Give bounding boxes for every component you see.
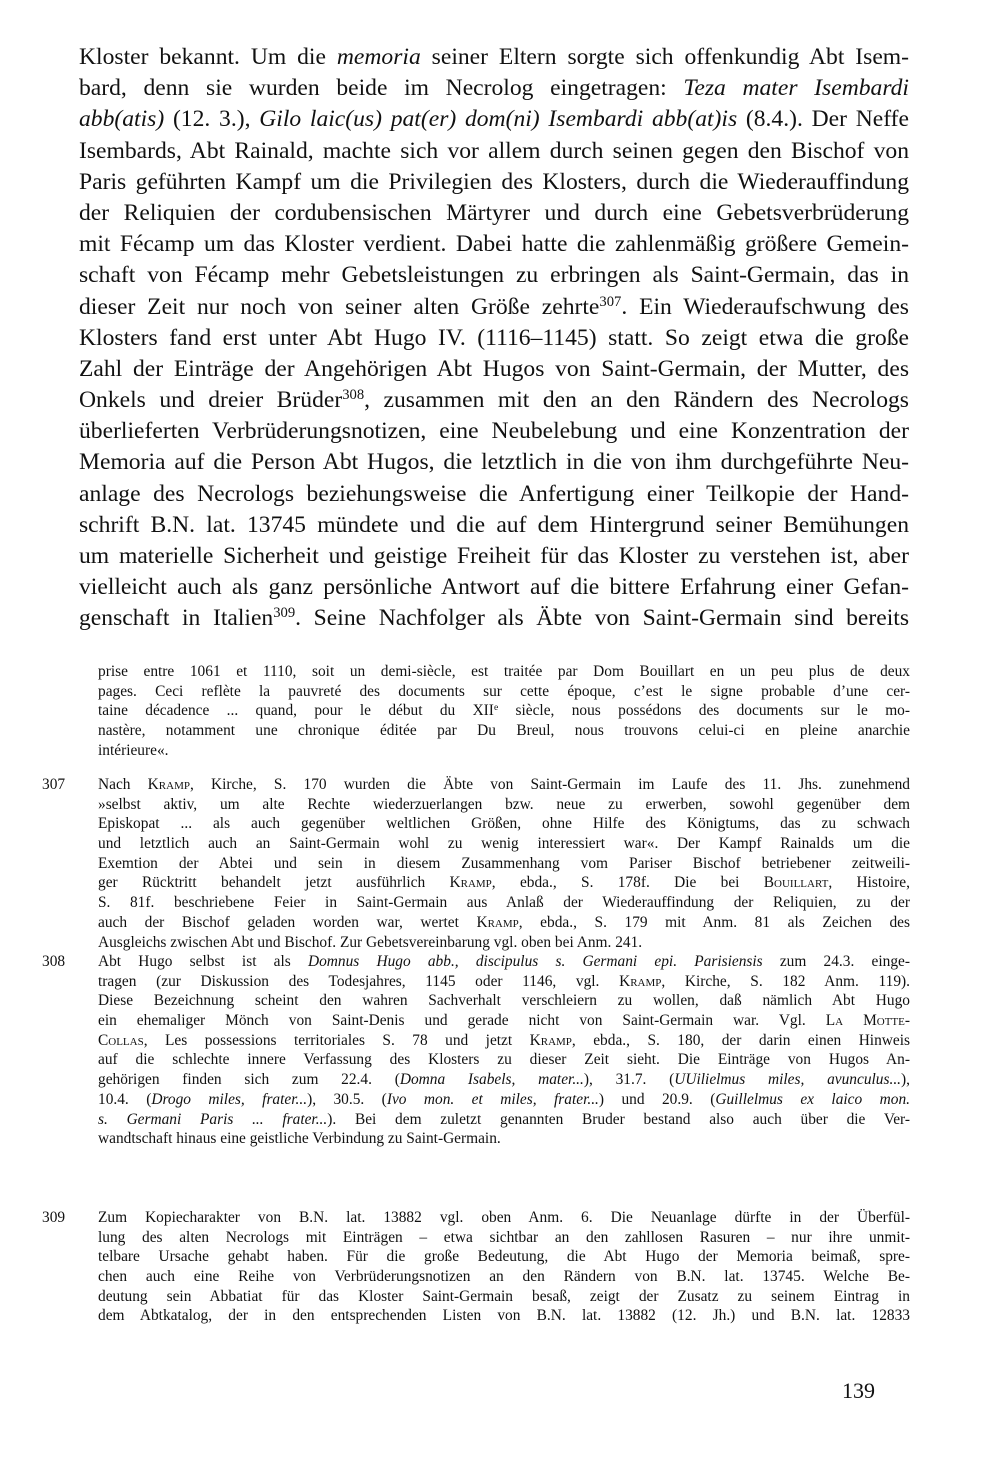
footnote-line: pages. Ceci reflète la pauvreté des documents sur cette époque, c’est le signe probable d’une cer- — [98, 682, 910, 700]
footnote-line: Zum Kopiecharakter von B.N. lat. 13882 vgl. oben Anm. 6. Die Neuanlage dürfte in der Überfül- — [98, 1209, 910, 1226]
footnote-line: telbare Ursache gehabt haben. Für die große Bedeutung, die Abt Hugo der Memoria beimaß, spre- — [98, 1248, 910, 1266]
footnote-line: taine décadence ... quand, pour le début du XIIe siècle, nous possédons des documents sur le mo- — [98, 702, 910, 720]
main-line: Isembards, Abt Rainald, machte sich vor allem durch seinen gegen den Bischof von — [79, 137, 909, 164]
footnote-line: Nach Kramp, Kirche, S. 170 wurden die Äbte von Saint-Germain im Laufe des 11. Jhs. zunehmend — [98, 776, 910, 793]
footnote-text — [98, 952, 910, 1149]
main-line: anlage des Necrologs beziehungsweise die Anfertigung einer Teilkopie der Hand- — [79, 480, 909, 507]
page-number: 139 — [842, 1378, 875, 1403]
main-text-block — [79, 42, 909, 635]
footnote-line: s. Germani Paris ... frater...). Bei dem zuletzt genannten Bruder bestand also auch über die Ver- — [98, 1110, 910, 1128]
footnote-number: 307 — [42, 776, 66, 793]
main-line: Kloster bekannt. Um die memoria seiner Eltern sorgte sich offenkundig Abt Isem- — [79, 44, 909, 70]
footnote-line: 10.4. (Drogo miles, frater...), 30.5. (Ivo mon. et miles, frater...) und 20.9. (Guillelmus ex laico mon. — [98, 1090, 910, 1108]
footnote-text — [98, 1208, 910, 1326]
footnote-line: Diese Bezeichnung scheint den wahren Sachverhalt verschleiern zu wollen, daß nämlich Abt Hugo — [98, 992, 910, 1010]
footnote-line: Collas, Les possessions territoriales S. 78 und jetzt Kramp, ebda., S. 180, der darin einen Hinweis — [98, 1031, 910, 1049]
footnote-line: prise entre 1061 et 1110, soit un demi-siècle, est traitée par Dom Bouillart en un peu plus de deux — [98, 663, 910, 680]
footnote-line: tragen (zur Diskussion des Todesjahres, 1145 oder 1146, vgl. Kramp, Kirche, S. 182 Anm. 119). — [98, 972, 910, 990]
footnote-text — [98, 662, 910, 760]
footnote-line: S. 81f. beschriebene Feier in Saint-Germain aus Anlaß der Wiederauffindung der Reliquien, zu der — [98, 894, 910, 912]
footnote-line: ger Rücktritt behandelt jetzt ausführlich Kramp, ebda., S. 178f. Die bei Bouillart, Histoire, — [98, 874, 910, 892]
footnote-line: dem Abtkatalog, der in den entsprechenden Listen von B.N. lat. 13882 (12. Jh.) und B.N. lat. 12833 — [98, 1307, 910, 1325]
footnote-line: deutung sein Abbatiat für das Kloster Saint-Germain besaß, zeigt der Zusatz zu seinem Eintrag in — [98, 1287, 910, 1305]
footnote-number: 308 — [42, 953, 66, 970]
footnote-line: ein ehemaliger Mönch von Saint-Denis und gerade nicht von Saint-Germain war. Vgl. La Motte- — [98, 1012, 911, 1030]
main-line: Memoria auf die Person Abt Hugos, die letztlich in die von ihm durchgeführte Neu- — [79, 449, 909, 476]
main-line: schaft von Fécamp mehr Gebetsleistungen zu erbringen als Saint-Germain, das in — [79, 262, 909, 289]
footnote-line: intérieure«. — [98, 741, 169, 759]
footnote-line: Abt Hugo selbst ist als Domnus Hugo abb., discipulus s. Germani epi. Parisiensis zum 24.3. einge- — [98, 953, 910, 970]
footnote-line: auf die schlechte innere Verfassung des Klosters zu dieser Zeit sieht. Die Einträge von Hugos An- — [98, 1051, 910, 1069]
main-line: Onkels und dreier Brüder$^{308}$, zusammen mit den an den Rändern des Necrologs — [79, 387, 909, 414]
main-line: Zahl der Einträge der Angehörigen Abt Hugos von Saint-Germain, der Mutter, des — [79, 355, 909, 382]
main-line: dieser Zeit nur noch von seiner alten Größe zehrte$^{307}$. Ein Wiederaufschwung des — [79, 293, 909, 320]
footnote-line: und letztlich auch an Saint-Germain wohl zu wenig interessiert war«. Der Kampf Rainalds um die — [98, 835, 910, 853]
footnote-ref-309: 309 — [273, 605, 296, 622]
italic-quote: Gilo laic(us) pat(er) dom(ni) Isembardi abb(at)is — [259, 106, 738, 133]
footnote-line: nastère, notamment une chronique éditée par Du Breul, nous trouvons celui-ci en pleine anarchie — [98, 722, 910, 740]
main-line: mit Fécamp um das Kloster verdient. Dabei hatte die zahlenmäßig größere Gemein- — [79, 231, 909, 258]
footnote-line: lung des alten Necrologs mit Einträgen – etwa sichtbar an den zahllosen Rasuren – nur ihre unmit- — [98, 1228, 910, 1246]
italic-term: memoria — [336, 44, 421, 70]
main-line: abb(atis) (12. 3.), Gilo laic(us) pat(er) dom(ni) Isembardi abb(at)is (8.4.). Der Neffe — [79, 106, 909, 133]
footnote-ref-308: 308 — [342, 387, 365, 404]
footnote-line: Episkopat ... als auch gegenüber weltlichen Größen, ohne Hilfe des Königtums, das zu schwach — [98, 815, 910, 833]
footnote-number: 309 — [42, 1209, 66, 1226]
italic-quote: Teza mater Isembardi — [683, 75, 909, 102]
footnote-line: chen auch eine Reihe von Verbrüderungsnotizen an den Rändern von B.N. lat. 13745. Welche Be- — [98, 1268, 910, 1286]
footnote-line: gehörigen finden sich zum 22.4. (Domna Isabels, mater...), 31.7. (UUilielmus miles, avunculus...), — [98, 1071, 911, 1089]
main-line: bard, denn sie wurden beide im Necrolog eingetragen: Teza mater Isembardi — [79, 75, 909, 102]
footnote-ref-307: 307 — [599, 293, 622, 310]
main-line: überlieferten Verbrüderungsnotizen, eine Neubelebung und eine Konzentration der — [79, 418, 909, 445]
main-line: schrift B.N. lat. 13745 mündete und die auf dem Hintergrund seiner Bemühungen — [79, 511, 909, 538]
footnote-line: auch der Bischof geladen worden war, wertet Kramp, ebda., S. 179 mit Anm. 81 als Zeichen des — [98, 913, 910, 931]
main-line: um materielle Sicherheit und geistige Freiheit für das Kloster zu verstehen ist, aber — [79, 543, 909, 569]
main-line: der Reliquien der cordubensischen Märtyrer und durch eine Gebetsverbrüderung — [79, 199, 909, 226]
footnote-line: Exemtion der Abtei und sein in diesem Zusammenhang vom Pariser Bischof betriebener zeitweili- — [98, 854, 910, 872]
footnote-line: »selbst aktiv, um alte Rechte wiederzuerlangen bzw. neue zu erwerben, sowohl gegenüber dem — [98, 795, 910, 813]
main-line: vielleicht auch als ganz persönliche Antwort auf die bittere Erfahrung einer Gefan- — [79, 574, 909, 601]
footnote-line: Ausgleichs zwischen Abt und Bischof. Zur Gebetsvereinbarung vgl. oben bei Anm. 241. — [98, 933, 643, 951]
italic-quote: abb(atis) — [79, 106, 165, 133]
main-line: Paris geführten Kampf um die Privilegien des Klosters, durch die Wiederauffindung — [79, 168, 909, 195]
main-line: genschaft in Italien$^{309}$. Seine Nachfolger als Äbte von Saint-Germain sind bereits — [79, 605, 910, 632]
footnote-line: wandtschaft hinaus eine geistliche Verbindung zu Saint-Germain. — [98, 1130, 501, 1148]
footnote-text — [98, 775, 910, 952]
main-line: Klosters fand erst unter Abt Hugo IV. (1116–1145) statt. So zeigt etwa die große — [79, 324, 909, 351]
